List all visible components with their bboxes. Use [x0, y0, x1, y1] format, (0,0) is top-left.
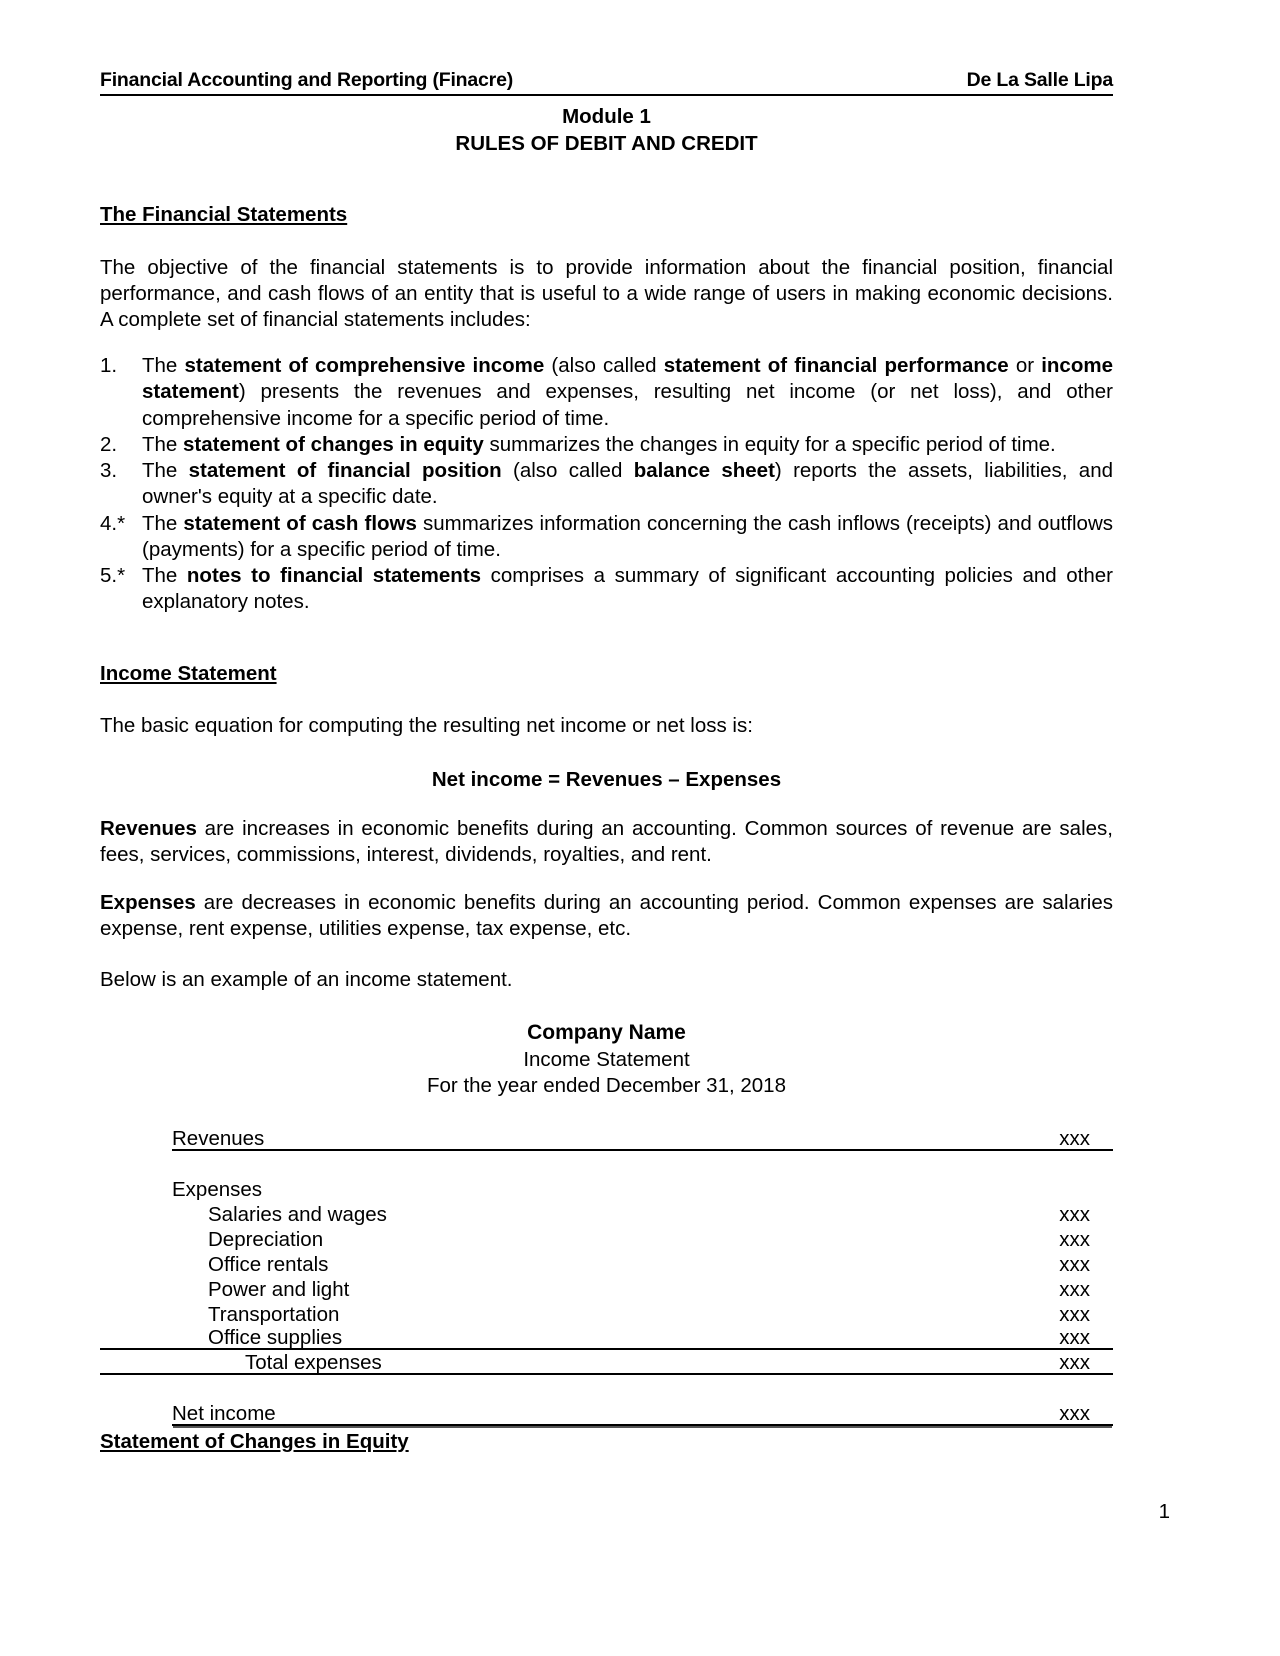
statement-row-net-income: [100, 1401, 1113, 1426]
list-item-text: summarizes information concerning the cash inflows (receipts) and outflows (payments) for a specific period of time.: [142, 511, 1114, 561]
list-item-text: (also called: [501, 459, 634, 483]
list-item-term: statement of financial position: [188, 459, 502, 483]
list-item-term: income statement: [142, 354, 1113, 404]
statement-row-amount: xxx: [1059, 1401, 1090, 1425]
list-item-text: summarizes the changes in equity for a specific period of time.: [483, 432, 1056, 456]
list-item-text: ) presents the revenues and expenses, resulting net income (or net loss), and other comprehensive income for a specific period of time.: [142, 380, 1113, 430]
statement-row-label: Expenses: [172, 1177, 263, 1201]
list-item: [100, 458, 1113, 510]
paragraph-example-note: Below is an example of an income statement.: [100, 967, 513, 991]
paragraph-financial-statements-intro: The objective of the financial statements is to provide information about the financial position, financial performance, and cash flows of an entity that is useful to a wide range of users in making economic decisions. A complete set of financial statements includes:: [100, 255, 1113, 331]
section-income-statement: [100, 662, 1113, 687]
module-label: Module 1: [562, 105, 651, 129]
statement-row-expenses-header: [100, 1175, 1113, 1200]
statement-row-amount: xxx: [1059, 1202, 1090, 1226]
header-course-title: Financial Accounting and Reporting (Finacre): [100, 69, 514, 91]
statement-row-label: Power and light: [208, 1277, 350, 1301]
list-item-text: ) reports the assets, liabilities, and owner's equity at a specific date.: [142, 459, 1113, 509]
statement-row-label: Net income: [172, 1401, 276, 1425]
expenses-text: are decreases in economic benefits during an accounting period. Common expenses are salaries expense, rent expense, utilities expense, tax expense, etc.: [100, 891, 1113, 941]
statement-row-label: Transportation: [208, 1302, 340, 1326]
list-item-marker: 3.: [100, 459, 118, 483]
statement-row-amount: xxx: [1059, 1350, 1090, 1374]
statement-spacer: [100, 1151, 1113, 1175]
statement-row-amount: xxx: [1059, 1325, 1090, 1349]
revenues-lead-term: Revenues: [100, 816, 197, 840]
list-item-term: statement of cash flows: [183, 511, 417, 535]
heading-income-statement: Income Statement: [100, 661, 277, 685]
list-item-term: notes to financial statements: [186, 564, 482, 588]
header-institution: De La Salle Lipa: [966, 69, 1113, 91]
list-item-text: The: [142, 432, 184, 456]
module-subject: RULES OF DEBIT AND CREDIT: [455, 131, 758, 155]
list-item-text: The: [142, 511, 184, 535]
statement-row-expense-item: [100, 1300, 1113, 1325]
statement-heading-block: [100, 1020, 1113, 1099]
statement-row-amount: xxx: [1059, 1302, 1090, 1326]
list-item-marker: 5.*: [100, 564, 126, 588]
statement-row-label: Total expenses: [245, 1350, 382, 1374]
statement-row-expense-item: [100, 1325, 1113, 1350]
statement-row-label: Revenues: [172, 1126, 265, 1150]
statement-row-amount: xxx: [1059, 1126, 1090, 1150]
section-financial-statements: [100, 203, 1113, 228]
statement-row-expense-item: [100, 1275, 1113, 1300]
list-item: [100, 511, 1113, 563]
list-item-text: The: [142, 459, 189, 483]
heading-changes-in-equity: Statement of Changes in Equity: [100, 1430, 409, 1454]
statement-name: Income Statement: [523, 1047, 690, 1071]
list-item-text: (also called: [544, 354, 664, 378]
statement-row-amount: xxx: [1059, 1277, 1090, 1301]
statement-row-label: Office rentals: [208, 1252, 329, 1276]
list-item-text: comprises a summary of significant accounting policies and other explanatory notes.: [142, 564, 1113, 614]
list-item: [100, 353, 1113, 432]
financial-statements-list: [100, 353, 1113, 615]
page-content: [100, 0, 1113, 1455]
statement-row-amount: xxx: [1059, 1252, 1090, 1276]
statement-spacer: [100, 1375, 1113, 1401]
section-changes-in-equity: [100, 1430, 1113, 1455]
expenses-lead-term: Expenses: [100, 891, 196, 915]
list-item-text: or: [1008, 354, 1042, 378]
statement-row-expense-item: [100, 1250, 1113, 1275]
statement-period: For the year ended December 31, 2018: [427, 1073, 786, 1097]
list-item: [100, 432, 1113, 458]
running-header: [100, 70, 1113, 96]
list-item-marker: 2.: [100, 432, 118, 456]
list-item-term: statement of changes in equity: [183, 432, 484, 456]
statement-row-label: Office supplies: [208, 1325, 343, 1349]
statement-row-total-expenses: [100, 1350, 1113, 1375]
paragraph-revenues: [100, 816, 1113, 868]
statement-row-label: Depreciation: [208, 1227, 324, 1251]
statement-company-name: Company Name: [527, 1020, 686, 1044]
paragraph-expenses: [100, 890, 1113, 942]
statement-row-label: Salaries and wages: [208, 1202, 387, 1226]
statement-row-expense-item: [100, 1225, 1113, 1250]
list-item-marker: 1.: [100, 354, 118, 378]
net-income-equation: Net income = Revenues – Expenses: [431, 768, 782, 792]
revenues-text: are increases in economic benefits during an accounting. Common sources of revenue are sales, fees, services, commissions, interest, dividends, royalties, and rent.: [100, 816, 1113, 866]
list-item: [100, 563, 1113, 615]
list-item-text: The: [142, 564, 187, 588]
list-item-text: The: [142, 354, 185, 378]
list-item-marker: 4.*: [100, 511, 126, 535]
paragraph-income-statement-intro: The basic equation for computing the resulting net income or net loss is:: [100, 714, 753, 738]
heading-financial-statements: The Financial Statements: [100, 202, 348, 226]
income-statement-table: [100, 1126, 1113, 1426]
statement-row-amount: xxx: [1059, 1227, 1090, 1251]
page-number: 1: [1158, 1500, 1170, 1523]
statement-row-expense-item: [100, 1200, 1113, 1225]
statement-row-revenues: [100, 1126, 1113, 1151]
list-item-term: balance sheet: [633, 459, 775, 483]
list-item-term: statement of financial performance: [663, 354, 1009, 378]
list-item-term: statement of comprehensive income: [184, 354, 545, 378]
page-title: [100, 104, 1113, 156]
